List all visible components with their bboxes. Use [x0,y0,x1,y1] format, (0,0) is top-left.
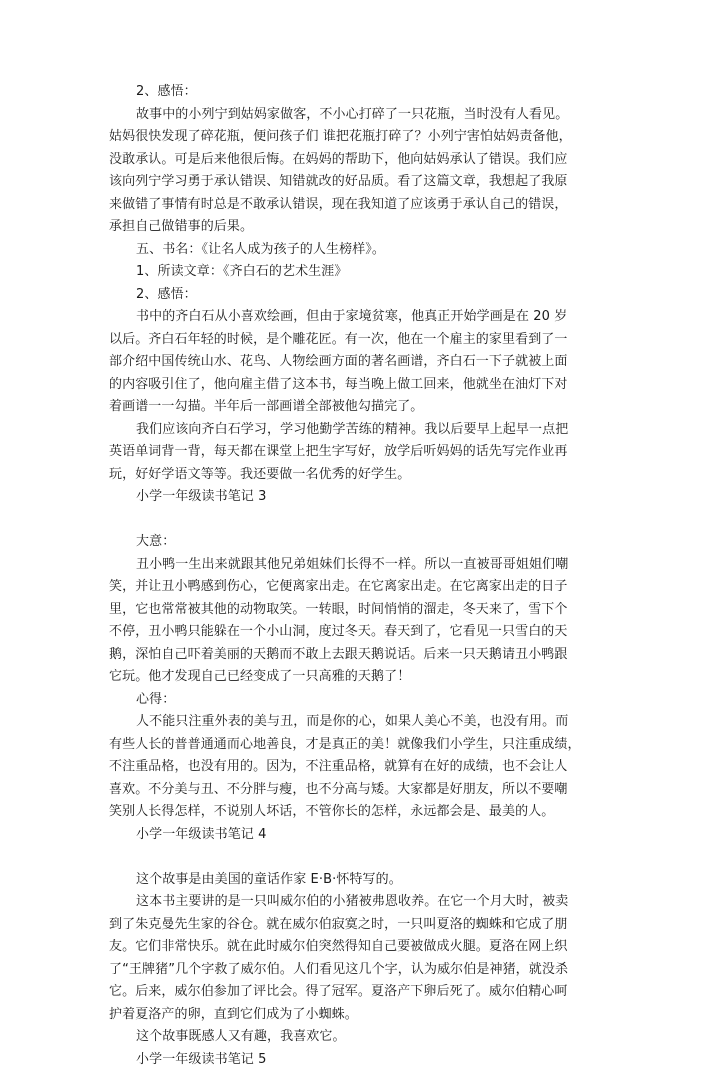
text-line: 这个故事是由美国的童话作家 E·B·怀特写的。 [109,869,615,892]
text-line: 2、感悟： [109,81,615,104]
text-line: 里，它也常常被其他的动物取笑。一转眼，时间悄悄的溜走，冬天来了，雪下个 [109,599,615,622]
text-line: 小学一年级读书笔记 3 [109,486,615,509]
text-line: 没敢承认。可是后来他很后悔。在妈妈的帮助下，他向姑妈承认了错误。我们应 [109,149,615,172]
text-line: 这个故事既感人又有趣，我喜欢它。 [109,1026,615,1049]
text-line: 有些人长的普普通通而心地善良，才是真正的美！就像我们小学生，只注重成绩， [109,734,615,757]
text-line: 1、所读文章：《齐白石的艺术生涯》 [109,261,615,284]
text-line: 它玩。他才发现自己已经变成了一只高雅的天鹅了！ [109,666,615,689]
text-line: 护着夏洛产的卵，直到它们成为了小蜘蛛。 [109,1004,615,1027]
text-line: 我们应该向齐白石学习，学习他勤学苦练的精神。我以后要早上起早一点把 [109,419,615,442]
blank-line [109,846,615,869]
text-line: 鹅，深怕自己吓着美丽的天鹅而不敢上去跟天鹅说话。后来一只天鹅请丑小鸭跟 [109,644,615,667]
text-line: 喜欢。不分美与丑、不分胖与瘦，也不分高与矮。大家都是好朋友，所以不要嘲 [109,779,615,802]
text-line: 了“王牌猪”几个字救了威尔伯。人们看见这几个字，认为威尔伯是神猪，就没杀 [109,959,615,982]
blank-line [109,509,615,532]
text-line: 大意： [109,531,615,554]
text-line: 它。后来，威尔伯参加了评比会。得了冠军。夏洛产下卵后死了。威尔伯精心呵 [109,981,615,1004]
text-line: 笑别人长得怎样，不说别人坏话，不管你长的怎样，永远都会是、最美的人。 [109,801,615,824]
text-line: 2、感悟： [109,284,615,307]
text-line: 以后。齐白石年轻的时候，是个雕花匠。有一次，他在一个雇主的家里看到了一 [109,329,615,352]
text-line: 不注重品格，也没有用的。因为，不注重品格，就算有在好的成绩，也不会让人 [109,756,615,779]
text-line: 着画谱一一勾描。半年后一部画谱全部被他勾描完了。 [109,396,615,419]
text-line: 姑妈很快发现了碎花瓶，便问孩子们 谁把花瓶打碎了？小列宁害怕姑妈责备他， [109,126,615,149]
text-line: 五、书名：《让名人成为孩子的人生榜样》。 [109,239,615,262]
text-line: 丑小鸭一生出来就跟其他兄弟姐妹们长得不一样。所以一直被哥哥姐姐们嘲 [109,554,615,577]
text-line: 来做错了事情有时总是不敢承认错误，现在我知道了应该勇于承认自己的错误， [109,194,615,217]
text-line: 人不能只注重外表的美与丑，而是你的心，如果人美心不美，也没有用。而 [109,711,615,734]
text-line: 玩，好好学语文等等。我还要做一名优秀的好学生。 [109,464,615,487]
text-line: 笑，并让丑小鸭感到伤心，它便离家出走。在它离家出走。在它离家出走的日子 [109,576,615,599]
text-line: 的内容吸引住了，他向雇主借了这本书，每当晚上做工回来，他就坐在油灯下对 [109,374,615,397]
text-line: 小学一年级读书笔记 4 [109,824,615,847]
text-line: 英语单词背一背，每天都在课堂上把生字写好，放学后听妈妈的话先写完作业再 [109,441,615,464]
text-line: 友。它们非常快乐。就在此时威尔伯突然得知自己要被做成火腿。夏洛在网上织 [109,936,615,959]
text-line: 心得： [109,689,615,712]
text-line: 部介绍中国传统山水、花鸟、人物绘画方面的著名画谱，齐白石一下子就被上面 [109,351,615,374]
text-line: 不停，丑小鸭只能躲在一个小山洞，度过冬天。春天到了，它看见一只雪白的天 [109,621,615,644]
text-line: 故事中的小列宁到姑妈家做客，不小心打碎了一只花瓶，当时没有人看见。 [109,104,615,127]
text-line: 到了朱克曼先生家的谷仓。就在威尔伯寂寞之时，一只叫夏洛的蜘蛛和它成了朋 [109,914,615,937]
text-line: 承担自己做错事的后果。 [109,216,615,239]
text-line: 书中的齐白石从小喜欢绘画，但由于家境贫寒，他真正开始学画是在 20 岁 [109,306,615,329]
text-line: 这本书主要讲的是一只叫威尔伯的小猪被弗恩收养。在它一个月大时，被卖 [109,891,615,914]
document-page [109,81,615,1071]
text-line: 小学一年级读书笔记 5 [109,1049,615,1071]
text-line: 该向列宁学习勇于承认错误、知错就改的好品质。看了这篇文章，我想起了我原 [109,171,615,194]
